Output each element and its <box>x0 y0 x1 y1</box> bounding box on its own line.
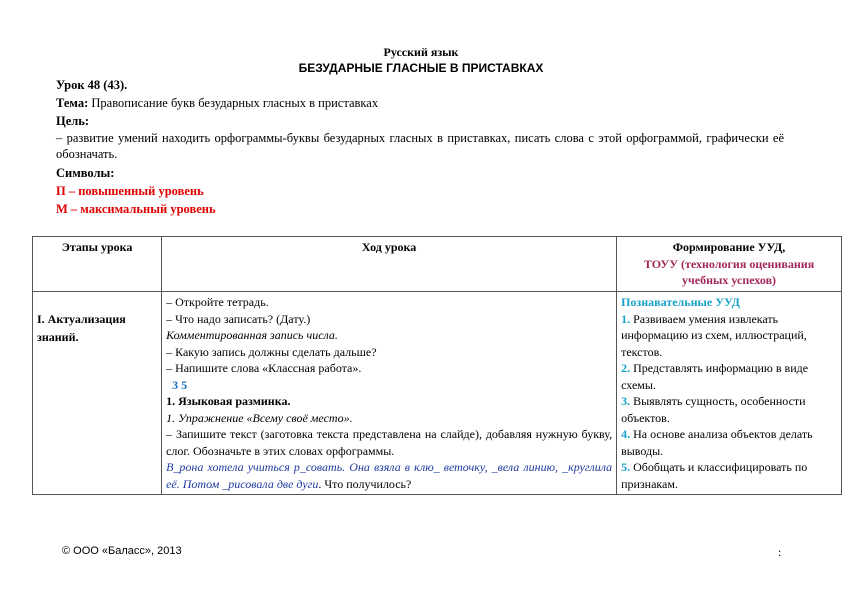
flow-line: – Напишите слова «Классная работа». <box>166 361 362 375</box>
uud-item <box>621 426 837 459</box>
header-uud <box>617 237 842 292</box>
exercise-sentence: В_рона хотела учиться р_совать. Она взяла в клю_ веточку, _вела линию, _круглила её. Потом _рисовала две дуги <box>166 460 613 491</box>
exercise-question: . Что получилось? <box>318 476 412 491</box>
level-markers: 3 5 <box>172 377 188 392</box>
uud-item-text: Развиваем умения извлекать информацию из схем, иллюстраций, текстов. <box>621 311 807 359</box>
uud-item-number: 3. <box>621 394 631 408</box>
table-header-row <box>33 237 842 292</box>
uud-item-text: Выявлять сущность, особенности объектов. <box>621 394 806 425</box>
exercise-instruction: – Запишите текст (заготовка текста представлена на слайде), добавляя нужную букву, слог. Обозначьте в этих словах орфограммы. <box>166 427 613 458</box>
uud-item <box>621 459 837 492</box>
lesson-table <box>32 236 842 495</box>
table-row <box>33 292 842 495</box>
uud-item-number: 1. <box>621 311 631 326</box>
uud-heading: Познавательные УУД <box>621 295 740 309</box>
uud-item-text: Представлять информацию в виде схемы. <box>621 361 809 392</box>
warmup-heading: 1. Языковая разминка. <box>166 394 291 408</box>
header-stages: Этапы урока <box>33 237 162 292</box>
uud-item-text: Обобщать и классифицировать по признакам. <box>621 460 808 491</box>
flow-line: – Откройте тетрадь. <box>166 295 269 309</box>
flow-line: – Что надо записать? (Дату.) <box>166 311 311 326</box>
topic-title: БЕЗУДАРНЫЕ ГЛАСНЫЕ В ПРИСТАВКАХ <box>298 61 544 75</box>
flow-cell <box>162 292 617 495</box>
copyright-footer: © ООО «Баласс», 2013 <box>62 545 182 557</box>
lesson-theme <box>56 95 784 111</box>
header-flow: Ход урока <box>162 237 617 292</box>
lesson-number: Урок 48 (43). <box>56 78 128 92</box>
footer-mark: : <box>778 545 782 559</box>
subject-title: Русский язык <box>383 45 459 59</box>
uud-item-number: 5. <box>621 460 631 474</box>
exercise-text <box>166 459 612 492</box>
symbols-label: Символы: <box>56 166 115 180</box>
uud-item <box>621 360 837 393</box>
uud-item-text: На основе анализа объектов делать выводы. <box>621 427 813 458</box>
flow-line: Комментированная запись числа. <box>166 328 338 342</box>
stage-cell: I. Актуализация знаний. <box>33 292 162 495</box>
uud-item <box>621 393 837 426</box>
uud-item-number: 2. <box>621 361 631 375</box>
header-uud-main: Формирование УУД, <box>672 240 786 254</box>
header-uud-sub: ТОУУ (технология оценивания учебных успехов) <box>643 256 815 287</box>
uud-item-number: 4. <box>621 427 631 441</box>
flow-line: – Какую запись должны сделать дальше? <box>166 344 377 359</box>
exercise-title: 1. Упражнение «Всему своё место». <box>166 410 353 425</box>
uud-item <box>621 311 837 361</box>
goal-label: Цель: <box>56 114 90 128</box>
symbol-p: П – повышенный уровень <box>56 184 204 198</box>
theme-value: Правописание букв безударных гласных в приставках <box>88 96 379 110</box>
theme-label: Тема: <box>56 96 89 110</box>
uud-cell <box>617 292 842 495</box>
goal-text: – развитие умений находить орфограммы-буквы безударных гласных в приставках, писать слова с этой орфограммой, графически её обозначать. <box>56 131 784 161</box>
symbol-m: М – максимальный уровень <box>56 202 216 216</box>
